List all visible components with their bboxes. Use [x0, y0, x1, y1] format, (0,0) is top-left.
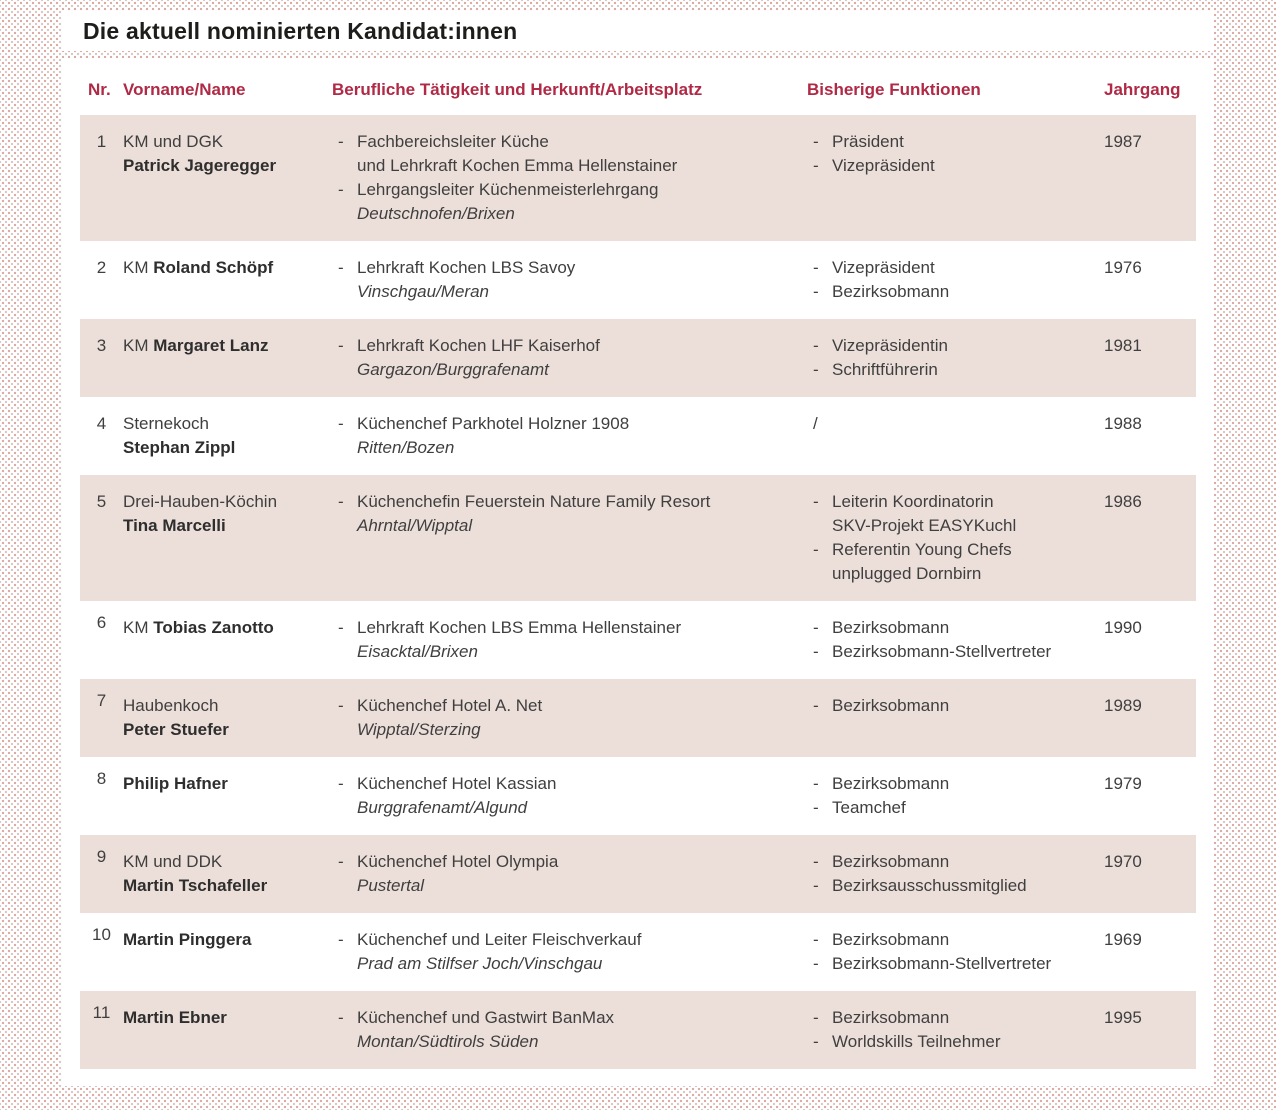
column-header-year: Jahrgang: [1104, 80, 1181, 99]
text-line: [332, 202, 807, 226]
bullet-dash: -: [813, 258, 819, 277]
text-line: [807, 280, 1104, 304]
cell-nr: [80, 412, 123, 460]
text-line: [332, 334, 807, 358]
line-text: Küchenchef und Gastwirt BanMax: [357, 1008, 615, 1027]
line-text: Bezirksobmann: [832, 852, 950, 871]
text-line: [332, 694, 807, 718]
text-line: [332, 178, 807, 202]
bullet-dash: -: [338, 930, 344, 949]
cell-nr: [80, 1003, 123, 1054]
text-line: [807, 562, 1104, 586]
line-text: Küchenchef und Leiter Fleischverkauf: [357, 930, 642, 949]
line-text: Bezirksobmann: [832, 1008, 950, 1027]
bullet-dash: -: [813, 1008, 819, 1027]
line-text: Lehrkraft Kochen LBS Emma Hellenstainer: [357, 618, 682, 637]
candidate-name: Peter Stuefer: [123, 720, 229, 739]
text-line: [807, 874, 1104, 898]
line-text: Küchenchef Parkhotel Holzner 1908: [357, 414, 630, 433]
text-line: [807, 538, 1104, 562]
table-row: [80, 475, 1196, 601]
text-line: [807, 358, 1104, 382]
cell-nr: [80, 769, 123, 820]
cell-year: 1987: [1104, 132, 1142, 151]
bullet-dash: [332, 1030, 357, 1054]
row-number: 7: [96, 691, 107, 710]
name-line: [123, 928, 324, 952]
bullet-dash: [332, 280, 357, 304]
text-line: [332, 436, 807, 460]
text-line: [332, 154, 807, 178]
name-line: [123, 694, 324, 718]
table-row: [80, 601, 1196, 679]
text-line: [332, 514, 807, 538]
text-line: [332, 412, 807, 436]
name-line: [123, 256, 324, 280]
cell-functions: [807, 130, 1104, 226]
line-text: Ritten/Bozen: [357, 438, 455, 457]
cell-year: 1986: [1104, 492, 1142, 511]
row-number: 9: [96, 847, 107, 866]
bullet-dash: -: [813, 930, 819, 949]
bullet-dash: [332, 640, 357, 664]
bullet-dash: [332, 952, 357, 976]
text-line: [807, 490, 1104, 514]
cell-functions: [807, 334, 1104, 382]
name-line: [123, 514, 324, 538]
cell-job: [332, 1006, 807, 1054]
bullet-dash: -: [813, 336, 819, 355]
line-text: Vizepräsident: [832, 156, 935, 175]
cell-name: [123, 850, 332, 898]
cell-name: [123, 334, 332, 382]
name-line: [123, 616, 324, 640]
cell-year: 1981: [1104, 336, 1142, 355]
candidate-name: Stephan Zippl: [123, 438, 236, 457]
cell-year: 1995: [1104, 1008, 1142, 1027]
table-row: [80, 991, 1196, 1069]
row-number: 2: [96, 258, 107, 277]
bullet-dash: [332, 718, 357, 742]
cell-functions: [807, 772, 1104, 820]
line-text: Fachbereichsleiter Küche: [357, 132, 549, 151]
line-text: Montan/Südtirols Süden: [357, 1032, 539, 1051]
line-text: Ahrntal/Wipptal: [357, 516, 473, 535]
bullet-dash: -: [813, 156, 819, 175]
bullet-dash: -: [338, 852, 344, 871]
line-text: Burggrafenamt/Algund: [357, 798, 528, 817]
cell-nr: [80, 847, 123, 898]
bullet-dash: -: [813, 492, 819, 511]
cell-name: [123, 694, 332, 742]
cell-functions: [807, 412, 1104, 460]
text-line: [332, 772, 807, 796]
cell-job: [332, 850, 807, 898]
text-line: [332, 718, 807, 742]
name-line: [123, 718, 324, 742]
text-line: [332, 850, 807, 874]
text-line: [332, 1006, 807, 1030]
text-line: [332, 796, 807, 820]
line-text: Pustertal: [357, 876, 425, 895]
bullet-dash: -: [813, 852, 819, 871]
bullet-dash: [332, 358, 357, 382]
cell-year: 1969: [1104, 930, 1142, 949]
row-number: 10: [92, 925, 111, 944]
text-line: [807, 1030, 1104, 1054]
bullet-dash: [807, 514, 832, 538]
candidate-title: KM und DDK: [123, 852, 223, 871]
text-line: [332, 952, 807, 976]
cell-name: [123, 490, 332, 586]
text-line: [332, 256, 807, 280]
name-line: [123, 490, 324, 514]
row-number: 11: [92, 1003, 111, 1022]
cell-job: [332, 256, 807, 304]
line-text: Schriftführerin: [832, 360, 938, 379]
name-line: [123, 154, 324, 178]
bullet-dash: -: [338, 492, 344, 511]
cell-functions: [807, 694, 1104, 742]
title-band: [62, 11, 1214, 51]
text-line: [332, 928, 807, 952]
text-line: [332, 490, 807, 514]
text-line: [807, 1006, 1104, 1030]
cell-functions: [807, 256, 1104, 304]
bullet-dash: -: [338, 414, 344, 433]
text-line: [807, 640, 1104, 664]
candidates-table-panel: [62, 58, 1214, 1086]
line-text: Bezirksobmann: [832, 282, 950, 301]
candidate-title: KM: [123, 618, 154, 637]
text-line: [332, 280, 807, 304]
cell-nr: [80, 691, 123, 742]
line-text: Vizepräsident: [832, 258, 935, 277]
candidate-name: Margaret Lanz: [153, 336, 269, 355]
cell-nr: [80, 613, 123, 664]
text-line: [332, 874, 807, 898]
table-row: [80, 241, 1196, 319]
line-text: und Lehrkraft Kochen Emma Hellenstainer: [357, 156, 678, 175]
column-header-job: Berufliche Tätigkeit und Herkunft/Arbeitsplatz: [332, 80, 703, 99]
line-text: Vinschgau/Meran: [357, 282, 489, 301]
bullet-dash: [332, 436, 357, 460]
bullet-dash: -: [338, 1008, 344, 1027]
page-title: Die aktuell nominierten Kandidat:innen: [83, 17, 518, 44]
table-row: [80, 115, 1196, 241]
candidate-title: KM: [123, 336, 154, 355]
text-line: [807, 796, 1104, 820]
bullet-dash: -: [338, 336, 344, 355]
cell-name: [123, 412, 332, 460]
text-line: [332, 130, 807, 154]
cell-year: 1989: [1104, 696, 1142, 715]
candidate-name: Tobias Zanotto: [153, 618, 274, 637]
name-line: [123, 412, 324, 436]
name-line: [123, 334, 324, 358]
cell-year: 1979: [1104, 774, 1142, 793]
text-line: [807, 616, 1104, 640]
cell-job: [332, 412, 807, 460]
cell-job: [332, 616, 807, 664]
text-line: [807, 154, 1104, 178]
bullet-dash: -: [813, 540, 819, 559]
text-line: [807, 514, 1104, 538]
cell-job: [332, 694, 807, 742]
cell-job: [332, 772, 807, 820]
bullet-dash: -: [338, 258, 344, 277]
cell-nr: [80, 130, 123, 226]
candidate-name: Roland Schöpf: [153, 258, 274, 277]
bullet-dash: [807, 562, 832, 586]
line-text: Referentin Young Chefs: [832, 540, 1012, 559]
line-text: Küchenchef Hotel Kassian: [357, 774, 557, 793]
bullet-dash: [332, 202, 357, 226]
row-number: 6: [96, 613, 107, 632]
text-line: [332, 358, 807, 382]
candidate-title: Haubenkoch: [123, 696, 219, 715]
bullet-dash: -: [813, 132, 819, 151]
table-row: [80, 397, 1196, 475]
line-text: Worldskills Teilnehmer: [832, 1032, 1001, 1051]
candidate-name: Martin Pinggera: [123, 930, 252, 949]
name-line: [123, 874, 324, 898]
line-text: Vizepräsidentin: [832, 336, 948, 355]
line-text: Teamchef: [832, 798, 906, 817]
candidates-table-body: [80, 115, 1196, 1069]
line-text: Gargazon/Burggrafenamt: [357, 360, 549, 379]
line-text: Bezirksobmann: [832, 774, 950, 793]
candidate-title: Drei-Hauben-Köchin: [123, 492, 278, 511]
line-text: Bezirksobmann: [832, 696, 950, 715]
candidate-title: KM: [123, 258, 154, 277]
line-text: Lehrkraft Kochen LBS Savoy: [357, 258, 576, 277]
candidate-name: Philip Hafner: [123, 774, 228, 793]
cell-functions: [807, 490, 1104, 586]
column-header-name: Vorname/Name: [123, 80, 246, 99]
bullet-dash: -: [338, 774, 344, 793]
bullet-dash: -: [813, 696, 819, 715]
table-row: [80, 319, 1196, 397]
text-line: [332, 640, 807, 664]
bullet-dash: [332, 154, 357, 178]
line-text: Präsident: [832, 132, 904, 151]
bullet-dash: -: [813, 798, 819, 817]
cell-job: [332, 130, 807, 226]
cell-year: 1988: [1104, 414, 1142, 433]
cell-functions: [807, 850, 1104, 898]
row-number: 3: [96, 336, 107, 355]
text-line: [807, 928, 1104, 952]
name-line: [123, 130, 324, 154]
line-text: Deutschnofen/Brixen: [357, 204, 515, 223]
bullet-dash: -: [813, 282, 819, 301]
row-number: 4: [96, 414, 107, 433]
bullet-dash: -: [338, 696, 344, 715]
line-text: Bezirksobmann-Stellvertreter: [832, 954, 1052, 973]
text-line: [807, 952, 1104, 976]
line-text: SKV-Projekt EASYKuchl: [832, 516, 1017, 535]
candidate-name: Patrick Jageregger: [123, 156, 277, 175]
text-line: [807, 694, 1104, 718]
bullet-dash: -: [813, 618, 819, 637]
bullet-dash: [332, 514, 357, 538]
line-text: Küchenchefin Feuerstein Nature Family Resort: [357, 492, 711, 511]
column-header-nr: Nr.: [88, 80, 111, 99]
line-text: Bezirksausschussmitglied: [832, 876, 1027, 895]
line-text: Lehrkraft Kochen LHF Kaiserhof: [357, 336, 600, 355]
bullet-dash: -: [813, 360, 819, 379]
line-text: Küchenchef Hotel A. Net: [357, 696, 543, 715]
table-row: [80, 913, 1196, 991]
bullet-dash: [332, 874, 357, 898]
cell-functions: [807, 616, 1104, 664]
cell-nr: [80, 925, 123, 976]
cell-year: 1976: [1104, 258, 1142, 277]
bullet-dash: -: [338, 618, 344, 637]
table-header-row: [80, 58, 1196, 115]
text-line: [807, 130, 1104, 154]
cell-year: 1970: [1104, 852, 1142, 871]
bullet-dash: -: [813, 774, 819, 793]
line-text: Leiterin Koordinatorin: [832, 492, 994, 511]
bullet-dash: -: [338, 132, 344, 151]
candidate-name: Martin Tschafeller: [123, 876, 268, 895]
cell-name: [123, 928, 332, 976]
bullet-dash: -: [813, 876, 819, 895]
name-line: [123, 850, 324, 874]
cell-job: [332, 334, 807, 382]
line-text: Prad am Stilfser Joch/Vinschgau: [357, 954, 603, 973]
cell-job: [332, 490, 807, 586]
candidate-title: KM und DGK: [123, 132, 224, 151]
bullet-dash: -: [813, 954, 819, 973]
name-line: [123, 436, 324, 460]
name-line: [123, 772, 324, 796]
line-text: Wipptal/Sterzing: [357, 720, 481, 739]
text-line: [807, 850, 1104, 874]
bullet-dash: -: [338, 180, 344, 199]
table-row: [80, 757, 1196, 835]
bullet-dash: -: [813, 642, 819, 661]
text-line: [807, 772, 1104, 796]
name-line: [123, 1006, 324, 1030]
candidate-name: Martin Ebner: [123, 1008, 227, 1027]
line-text: Eisacktal/Brixen: [357, 642, 478, 661]
table-row: [80, 679, 1196, 757]
cell-nr: [80, 256, 123, 304]
text-line: /: [813, 414, 818, 433]
column-header-functions: Bisherige Funktionen: [807, 80, 981, 99]
cell-name: [123, 1006, 332, 1054]
line-text: unplugged Dornbirn: [832, 564, 982, 583]
cell-nr: [80, 490, 123, 586]
cell-functions: [807, 1006, 1104, 1054]
cell-name: [123, 256, 332, 304]
cell-name: [123, 130, 332, 226]
cell-nr: [80, 334, 123, 382]
line-text: Bezirksobmann: [832, 618, 950, 637]
candidate-name: Tina Marcelli: [123, 516, 226, 535]
line-text: Lehrgangsleiter Küchenmeisterlehrgang: [357, 180, 659, 199]
cell-job: [332, 928, 807, 976]
row-number: 5: [96, 492, 107, 511]
text-line: [332, 1030, 807, 1054]
cell-name: [123, 772, 332, 820]
cell-functions: [807, 928, 1104, 976]
text-line: [807, 256, 1104, 280]
row-number: 8: [96, 769, 107, 788]
candidate-title: Sternekoch: [123, 414, 209, 433]
cell-year: 1990: [1104, 618, 1142, 637]
line-text: Küchenchef Hotel Olympia: [357, 852, 559, 871]
line-text: Bezirksobmann-Stellvertreter: [832, 642, 1052, 661]
table-row: [80, 835, 1196, 913]
cell-name: [123, 616, 332, 664]
line-text: Bezirksobmann: [832, 930, 950, 949]
bullet-dash: -: [813, 1032, 819, 1051]
row-number: 1: [96, 132, 107, 151]
text-line: [332, 616, 807, 640]
text-line: [807, 334, 1104, 358]
bullet-dash: [332, 796, 357, 820]
